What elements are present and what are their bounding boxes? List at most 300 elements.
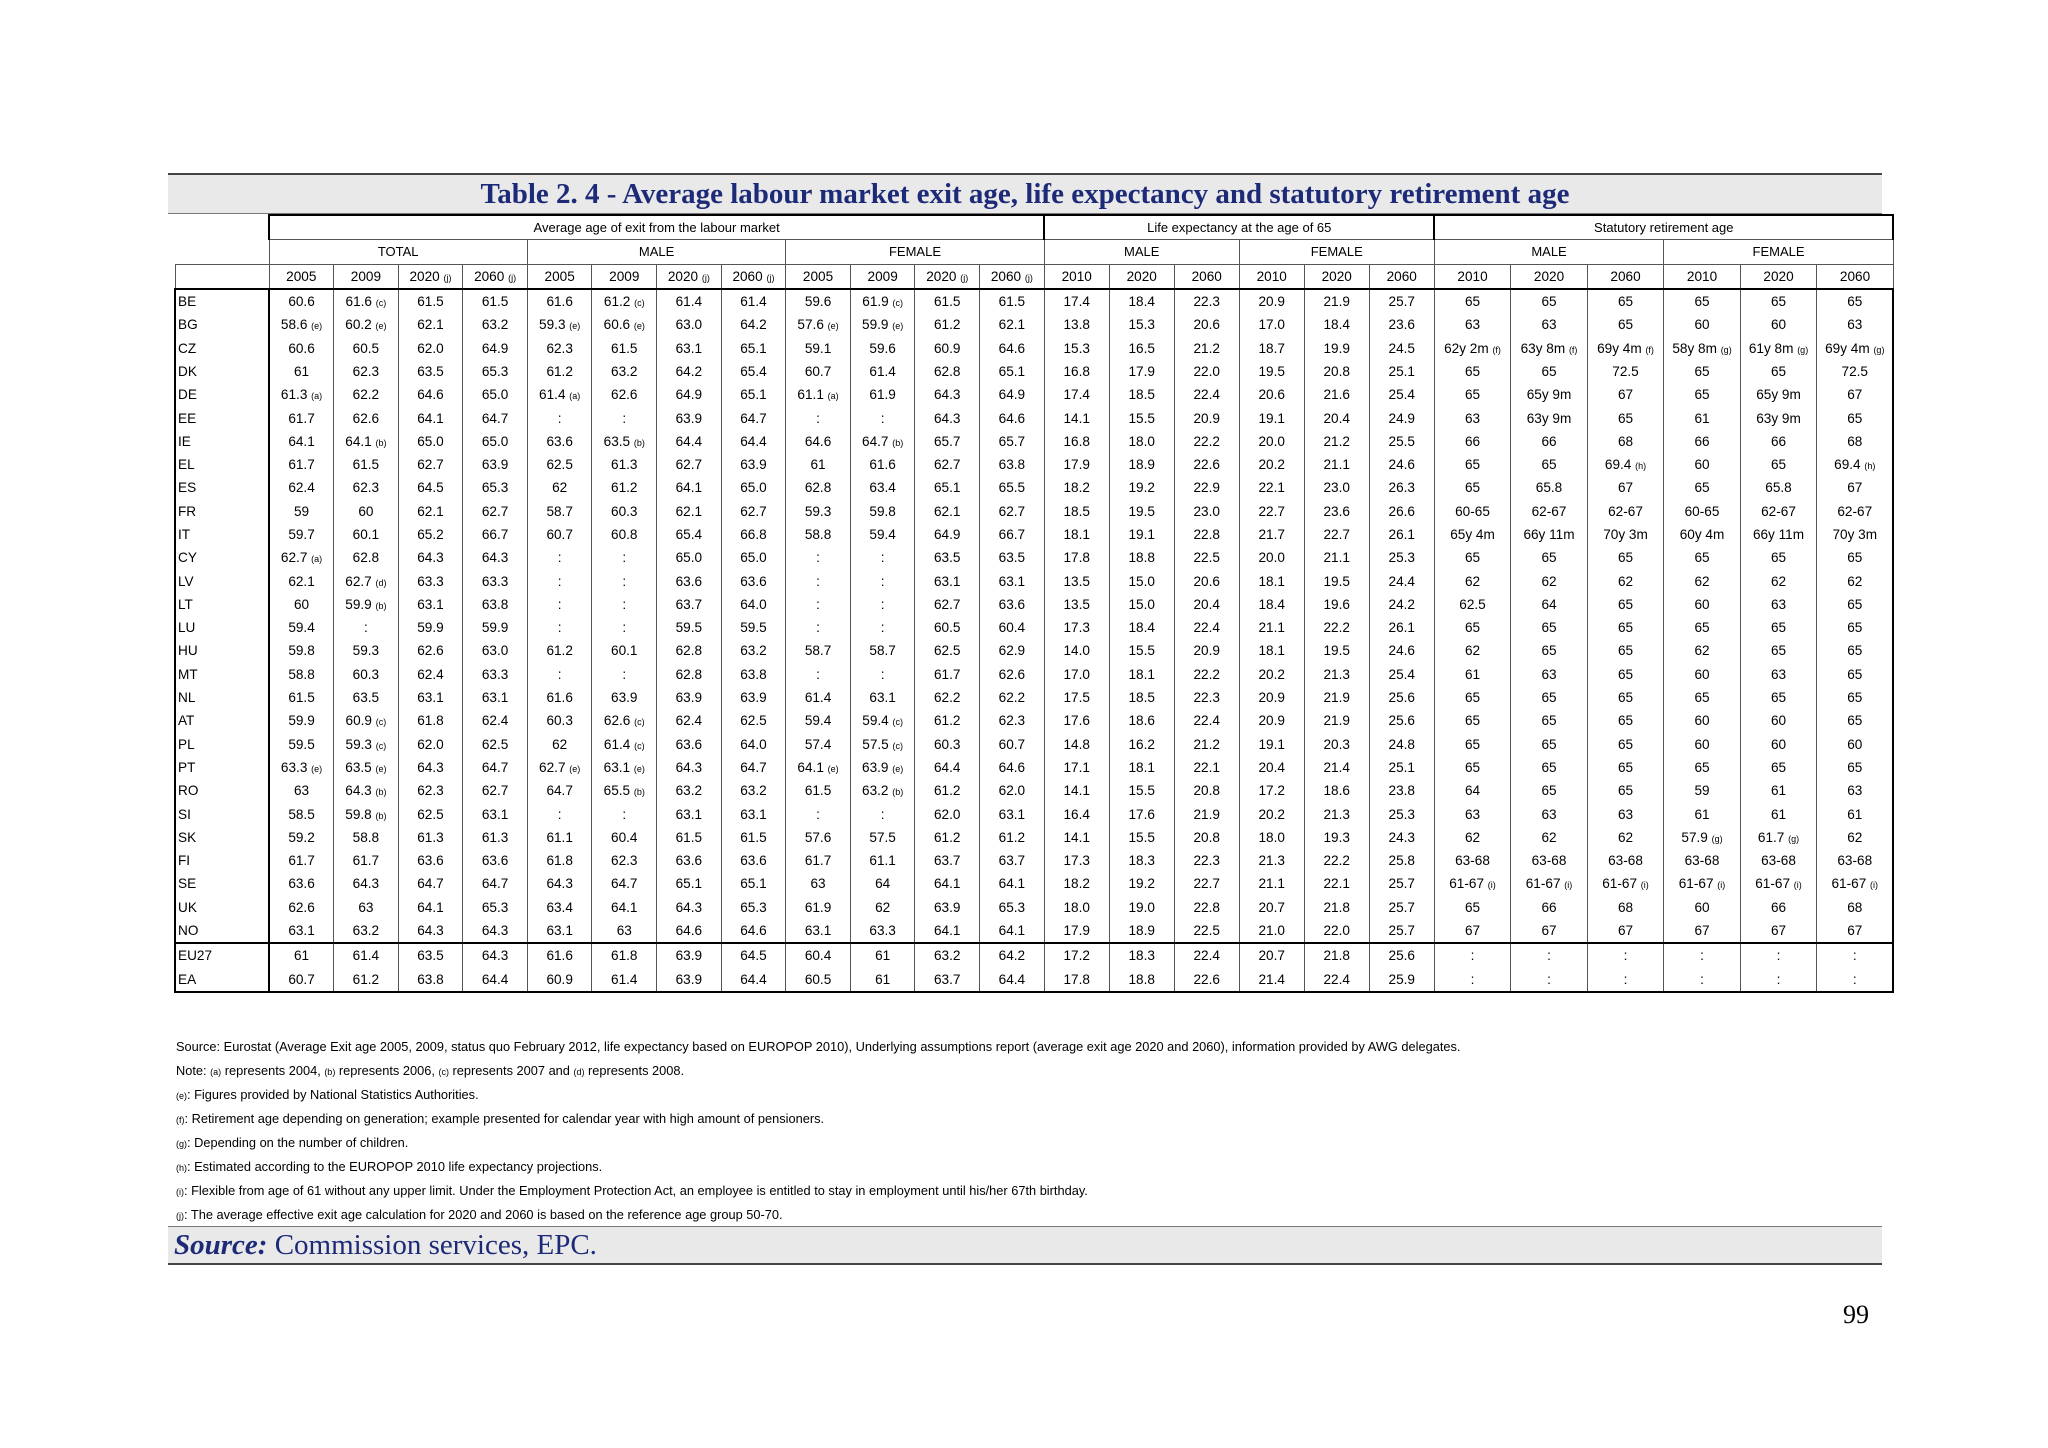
table-cell: 15.3 — [1044, 336, 1109, 359]
footnote-marker: (b) — [375, 600, 387, 611]
table-cell: 72.5 — [1587, 360, 1664, 383]
row-label: PT — [175, 756, 269, 779]
table-cell: 63 — [1434, 406, 1511, 429]
table-cell: 60.3 — [915, 733, 980, 756]
footnote-marker: (g) — [176, 1139, 187, 1149]
table-cell: 20.9 — [1239, 709, 1304, 732]
table-cell: 61.2 — [334, 968, 399, 992]
footnote-marker: (i) — [1564, 880, 1573, 891]
footnote-marker: (f) — [1568, 344, 1578, 355]
table-cell: 65 — [1434, 709, 1511, 732]
table-cell: 64.6 — [398, 383, 463, 406]
table-cell: 18.2 — [1044, 476, 1109, 499]
subgroup-header: MALE — [527, 240, 785, 264]
table-cell: 60.5 — [334, 336, 399, 359]
table-cell: 20.6 — [1174, 313, 1239, 336]
table-cell: 64 — [1434, 779, 1511, 802]
table-cell: : — [850, 663, 915, 686]
table-cell: 25.6 — [1369, 686, 1434, 709]
table-cell: 67 — [1434, 919, 1511, 943]
table-cell: 63 — [1511, 802, 1588, 825]
table-cell: 21.9 — [1304, 289, 1369, 313]
table-cell: : — [786, 569, 851, 592]
table-cell: 65 — [1511, 453, 1588, 476]
table-cell: 63.3 — [398, 569, 463, 592]
table-cell: 18.9 — [1109, 919, 1174, 943]
table-cell: 65 — [1817, 593, 1894, 616]
table-cell: 62.7 — [463, 500, 528, 523]
table-cell: 65.3 — [463, 896, 528, 919]
table-cell: 24.5 — [1369, 336, 1434, 359]
table-cell: 65.0 — [463, 383, 528, 406]
table-cell: 63.5 — [334, 686, 399, 709]
table-cell: 63.1 — [850, 686, 915, 709]
table-cell: 67 — [1587, 476, 1664, 499]
table-cell: 24.8 — [1369, 733, 1434, 756]
table-cell: 20.9 — [1239, 289, 1304, 313]
table-cell: 62.7 — [980, 500, 1045, 523]
table-cell: 21.9 — [1174, 802, 1239, 825]
table-cell: 64.4 — [657, 430, 722, 453]
table-cell: 63.9 — [721, 453, 786, 476]
footnote-marker: (e) — [633, 763, 645, 774]
table-cell: 59.8 — [850, 500, 915, 523]
table-cell: 65 — [1511, 756, 1588, 779]
table-cell: 62-67 — [1817, 500, 1894, 523]
table-cell: 60y 4m — [1664, 523, 1741, 546]
table-cell: 58.8 — [334, 826, 399, 849]
table-cell: 63 — [592, 919, 657, 943]
footnote-marker: (j) — [1024, 272, 1033, 283]
table-cell: : — [786, 802, 851, 825]
table-cell: 22.4 — [1174, 943, 1239, 967]
table-cell: 61.5 — [980, 289, 1045, 313]
table-cell: 58.7 — [850, 639, 915, 662]
table-cell: 21.7 — [1239, 523, 1304, 546]
table-cell: 65.3 — [463, 476, 528, 499]
table-cell: 64.7 — [592, 872, 657, 895]
table-cell: 64.3 — [334, 872, 399, 895]
footnote-marker: (c) — [634, 717, 645, 728]
table-cell: : — [527, 593, 592, 616]
table-cell: 60 — [1740, 313, 1817, 336]
table-cell: 63 — [1434, 313, 1511, 336]
table-cell: 61.2 — [915, 709, 980, 732]
table-cell: 69y 4m (f) — [1587, 336, 1664, 359]
table-cell: 68 — [1587, 896, 1664, 919]
table-cell: 18.8 — [1109, 968, 1174, 992]
table-cell: 63.3 (e) — [269, 756, 334, 779]
table-cell: 61.6 — [527, 943, 592, 967]
table-cell: 67 — [1817, 383, 1894, 406]
table-cell: 24.2 — [1369, 593, 1434, 616]
table-cell: 62.3 — [592, 849, 657, 872]
row-label: IT — [175, 523, 269, 546]
table-row — [175, 406, 1893, 429]
table-cell: 17.3 — [1044, 849, 1109, 872]
table-cell: 61.2 — [592, 476, 657, 499]
page-number: 99 — [1843, 1300, 1869, 1329]
table-cell: 13.5 — [1044, 569, 1109, 592]
table-cell: 65 — [1587, 406, 1664, 429]
table-cell: 65 — [1664, 756, 1741, 779]
table-cell: 67 — [1587, 383, 1664, 406]
table-cell: 23.0 — [1304, 476, 1369, 499]
table-cell: 65 — [1587, 686, 1664, 709]
table-cell: 63.9 — [463, 453, 528, 476]
year-header: 2010 — [1044, 264, 1109, 289]
footnote-marker: (c) — [375, 717, 387, 728]
table-cell: 19.2 — [1109, 476, 1174, 499]
table-cell: 65.4 — [721, 360, 786, 383]
table-cell: 17.0 — [1239, 313, 1304, 336]
table-cell: : — [334, 616, 399, 639]
table-cell: 64.2 — [980, 943, 1045, 967]
footnote-marker: (b) — [892, 787, 904, 798]
table-cell: : — [527, 616, 592, 639]
table-cell: 63.6 — [527, 430, 592, 453]
table-cell: 66 — [1664, 430, 1741, 453]
table-cell: 65 — [1434, 360, 1511, 383]
table-cell: 15.0 — [1109, 593, 1174, 616]
table-cell: 60.7 — [980, 733, 1045, 756]
table-cell: 17.9 — [1044, 453, 1109, 476]
table-cell: 62.1 — [915, 500, 980, 523]
table-cell: 65 — [1434, 756, 1511, 779]
table-cell: 25.8 — [1369, 849, 1434, 872]
table-cell: 61 — [1434, 663, 1511, 686]
table-cell: : — [1817, 968, 1894, 992]
table-cell: 61.3 — [398, 826, 463, 849]
table-cell: 22.1 — [1239, 476, 1304, 499]
table-row — [175, 430, 1893, 453]
table-cell: 21.3 — [1304, 802, 1369, 825]
table-cell: 63.5 — [398, 360, 463, 383]
table-cell: 62.0 — [915, 802, 980, 825]
table-cell: 61.2 — [915, 313, 980, 336]
table-cell: 62 — [1587, 826, 1664, 849]
table-cell: 65.0 — [657, 546, 722, 569]
table-cell: : — [1664, 968, 1741, 992]
table-cell: 60.9 — [527, 968, 592, 992]
table-cell: 64.3 — [463, 919, 528, 943]
table-cell: 61-67 (i) — [1740, 872, 1817, 895]
year-header: 2009 — [334, 264, 399, 289]
table-cell: 18.6 — [1109, 709, 1174, 732]
table-cell: 64.6 — [980, 406, 1045, 429]
table-cell: 24.9 — [1369, 406, 1434, 429]
table-cell: 65 — [1817, 639, 1894, 662]
table-cell: 65 — [1817, 709, 1894, 732]
table-cell: 58.8 — [786, 523, 851, 546]
table-cell: 64 — [1511, 593, 1588, 616]
table-cell: 64.3 — [463, 943, 528, 967]
table-cell: : — [786, 406, 851, 429]
footnote-marker: (e) — [827, 321, 839, 332]
row-label: MT — [175, 663, 269, 686]
table-cell: 63.9 — [592, 686, 657, 709]
table-cell: 20.8 — [1174, 779, 1239, 802]
table-cell: 68 — [1817, 430, 1894, 453]
footnote-marker: (c) — [892, 717, 903, 728]
group-header-retirement-age: Statutory retirement age — [1434, 215, 1893, 240]
table-cell: 66 — [1434, 430, 1511, 453]
table-cell: 61.2 — [980, 826, 1045, 849]
table-cell: 21.8 — [1304, 896, 1369, 919]
table-cell: 64.0 — [721, 593, 786, 616]
table-cell: 20.6 — [1239, 383, 1304, 406]
table-cell: 62.8 — [786, 476, 851, 499]
table-cell: 63-68 — [1587, 849, 1664, 872]
year-header: 2060 — [1369, 264, 1434, 289]
table-cell: 60.9 (c) — [334, 709, 399, 732]
table-cell: 15.5 — [1109, 639, 1174, 662]
table-cell: 60 — [1740, 733, 1817, 756]
table-cell: 18.6 — [1304, 779, 1369, 802]
table-cell: 63.2 — [463, 313, 528, 336]
group-header-life-expectancy: Life expectancy at the age of 65 — [1044, 215, 1434, 240]
table-cell: 61.9 (c) — [850, 289, 915, 313]
table-cell: 19.5 — [1304, 569, 1369, 592]
table-cell: 17.4 — [1044, 383, 1109, 406]
table-cell: 62.4 — [269, 476, 334, 499]
footnote-marker: (j) — [766, 272, 775, 283]
table-cell: 62.6 (c) — [592, 709, 657, 732]
table-cell: 62.4 — [657, 709, 722, 732]
table-cell: 24.6 — [1369, 453, 1434, 476]
footnote-marker: (i) — [1640, 880, 1649, 891]
source-text: Commission services, EPC. — [274, 1229, 597, 1261]
table-cell: 64.1 — [915, 872, 980, 895]
table-cell: 59.4 (c) — [850, 709, 915, 732]
table-cell: 62.4 — [463, 709, 528, 732]
row-label: RO — [175, 779, 269, 802]
row-label: EA — [175, 968, 269, 992]
table-cell: 65 — [1434, 896, 1511, 919]
table-row — [175, 336, 1893, 359]
table-cell: 65 — [1664, 476, 1741, 499]
table-cell: 62 — [1511, 826, 1588, 849]
table-cell: : — [786, 546, 851, 569]
table-cell: 18.1 — [1239, 569, 1304, 592]
table-cell: 65 — [1434, 733, 1511, 756]
footnote-marker: (d) — [375, 577, 387, 588]
table-cell: 20.8 — [1304, 360, 1369, 383]
table-cell: 22.4 — [1174, 616, 1239, 639]
table-cell: 63-68 — [1664, 849, 1741, 872]
table-cell: 60.8 — [592, 523, 657, 546]
table-cell: 62.6 — [398, 639, 463, 662]
footnote-marker: (g) — [1711, 833, 1723, 844]
table-cell: 17.9 — [1109, 360, 1174, 383]
year-header: 2020 — [1740, 264, 1817, 289]
table-cell: 65.0 — [463, 430, 528, 453]
table-cell: 61 — [1664, 802, 1741, 825]
table-cell: 65 — [1587, 289, 1664, 313]
table-cell: 63.9 — [721, 686, 786, 709]
table-cell: 61.7 — [269, 849, 334, 872]
table-cell: 63y 9m — [1740, 406, 1817, 429]
table-cell: 18.9 — [1109, 453, 1174, 476]
table-cell: 25.1 — [1369, 756, 1434, 779]
table-cell: 67 — [1817, 919, 1894, 943]
table-cell: 63.8 — [721, 663, 786, 686]
table-cell: 61.5 — [721, 826, 786, 849]
table-cell: 62 — [850, 896, 915, 919]
table-cell: 66.7 — [463, 523, 528, 546]
table-cell: 57.4 — [786, 733, 851, 756]
table-cell: 63.7 — [980, 849, 1045, 872]
table-cell: 60 — [1664, 663, 1741, 686]
table-cell: 61-67 (i) — [1664, 872, 1741, 895]
year-header: 2020 — [1511, 264, 1588, 289]
table-cell: 65.8 — [1511, 476, 1588, 499]
table-cell: 63.2 — [721, 639, 786, 662]
table-cell: 59 — [269, 500, 334, 523]
table-cell: 61.2 — [915, 779, 980, 802]
table-cell: 14.8 — [1044, 733, 1109, 756]
table-cell: 64.1 (e) — [786, 756, 851, 779]
table-cell: 18.5 — [1109, 383, 1174, 406]
table-cell: 62 — [1664, 569, 1741, 592]
table-cell: 65.4 — [657, 523, 722, 546]
table-cell: 19.0 — [1109, 896, 1174, 919]
table-cell: 18.4 — [1239, 593, 1304, 616]
year-header: 2020 — [1304, 264, 1369, 289]
table-cell: 61.8 — [592, 943, 657, 967]
title-bar — [168, 173, 1882, 214]
table-cell: 64.7 — [463, 406, 528, 429]
table-cell: 63.6 — [657, 733, 722, 756]
table-cell: : — [850, 569, 915, 592]
row-label: IE — [175, 430, 269, 453]
table-cell: 62.8 — [657, 663, 722, 686]
table-cell: 59.9 — [463, 616, 528, 639]
table-cell: 61.7 (g) — [1740, 826, 1817, 849]
table-row — [175, 779, 1893, 802]
table-cell: 15.3 — [1109, 313, 1174, 336]
table-row — [175, 476, 1893, 499]
table-cell: 22.7 — [1174, 872, 1239, 895]
table-cell: 62.3 — [398, 779, 463, 802]
table-cell: 63-68 — [1740, 849, 1817, 872]
footnote-marker: (g) — [1788, 833, 1800, 844]
table-cell: 63.4 — [527, 896, 592, 919]
table-cell: 20.2 — [1239, 453, 1304, 476]
table-cell: 63-68 — [1817, 849, 1894, 872]
table-cell: 18.5 — [1109, 686, 1174, 709]
table-cell: 18.4 — [1109, 616, 1174, 639]
footnote-marker: (e) — [892, 321, 904, 332]
table-cell: 58.5 — [269, 802, 334, 825]
table-cell: 67 — [1817, 476, 1894, 499]
table-cell: 59.4 — [269, 616, 334, 639]
table-cell: 61-67 (i) — [1587, 872, 1664, 895]
row-label: DK — [175, 360, 269, 383]
table-cell: : — [786, 663, 851, 686]
table-cell: 59.6 — [786, 289, 851, 313]
table-cell: 62.6 — [334, 406, 399, 429]
corner-cell — [175, 215, 269, 240]
table-cell: 62.1 — [398, 500, 463, 523]
table-cell: 64.3 — [657, 756, 722, 779]
table-cell: 62.7 (e) — [527, 756, 592, 779]
table-cell: 63.9 — [657, 943, 722, 967]
table-cell: 66 — [1511, 896, 1588, 919]
table-cell: 62.5 — [463, 733, 528, 756]
table-cell: 62-67 — [1740, 500, 1817, 523]
table-cell: 65 — [1511, 686, 1588, 709]
footnote-marker: (g) — [1797, 344, 1809, 355]
table-cell: 63 — [1511, 313, 1588, 336]
table-row — [175, 360, 1893, 383]
table-cell: 24.4 — [1369, 569, 1434, 592]
table-cell: 63.5 (b) — [592, 430, 657, 453]
table-cell: 63.2 — [657, 779, 722, 802]
table-cell: 14.1 — [1044, 406, 1109, 429]
footnote-marker: (b) — [375, 810, 387, 821]
table-cell: 65 — [1434, 289, 1511, 313]
table-cell: 65 — [1434, 546, 1511, 569]
table-row — [175, 663, 1893, 686]
table-cell: 20.6 — [1174, 569, 1239, 592]
table-cell: 25.6 — [1369, 709, 1434, 732]
table-cell: 62.5 — [1434, 593, 1511, 616]
table-cell: 63.4 — [850, 476, 915, 499]
table-cell: 16.5 — [1109, 336, 1174, 359]
table-cell: 64.3 — [915, 383, 980, 406]
table-cell: : — [592, 593, 657, 616]
table-cell: 64.3 — [398, 919, 463, 943]
table-cell: 19.6 — [1304, 593, 1369, 616]
table-cell: 63.7 — [915, 849, 980, 872]
year-header: 2009 — [850, 264, 915, 289]
table-row — [175, 523, 1893, 546]
table-cell: 60 — [1664, 733, 1741, 756]
table-cell: 60 — [1664, 453, 1741, 476]
table-cell: 63.2 — [334, 919, 399, 943]
table-cell: 59.6 — [850, 336, 915, 359]
table-cell: 18.4 — [1109, 289, 1174, 313]
table-cell: 61.5 — [463, 289, 528, 313]
table-cell: 22.0 — [1304, 919, 1369, 943]
table-cell: 61.6 — [850, 453, 915, 476]
table-cell: 67 — [1740, 919, 1817, 943]
table-cell: 19.1 — [1109, 523, 1174, 546]
table-cell: 60.6 (e) — [592, 313, 657, 336]
table-cell: 60.6 — [269, 289, 334, 313]
table-cell: 21.2 — [1174, 733, 1239, 756]
table-cell: 61.4 — [657, 289, 722, 313]
table-row — [175, 616, 1893, 639]
table-cell: 59.5 — [657, 616, 722, 639]
footnote-marker: (b) — [375, 787, 387, 798]
table-cell: 61.4 — [850, 360, 915, 383]
row-label: SK — [175, 826, 269, 849]
table-cell: 64.1 — [657, 476, 722, 499]
table-cell: 63 — [786, 872, 851, 895]
table-cell: 61.5 — [334, 453, 399, 476]
table-cell: 21.9 — [1304, 709, 1369, 732]
year-header: 2020 (j) — [915, 264, 980, 289]
table-cell: 65 — [1434, 453, 1511, 476]
table-cell: : — [1664, 943, 1741, 967]
table-cell: 59.8 — [269, 639, 334, 662]
table-cell: 64.6 — [657, 919, 722, 943]
footnote-marker: (a) — [827, 391, 839, 402]
table-cell: 63.1 — [527, 919, 592, 943]
table-cell: 62 — [1817, 569, 1894, 592]
